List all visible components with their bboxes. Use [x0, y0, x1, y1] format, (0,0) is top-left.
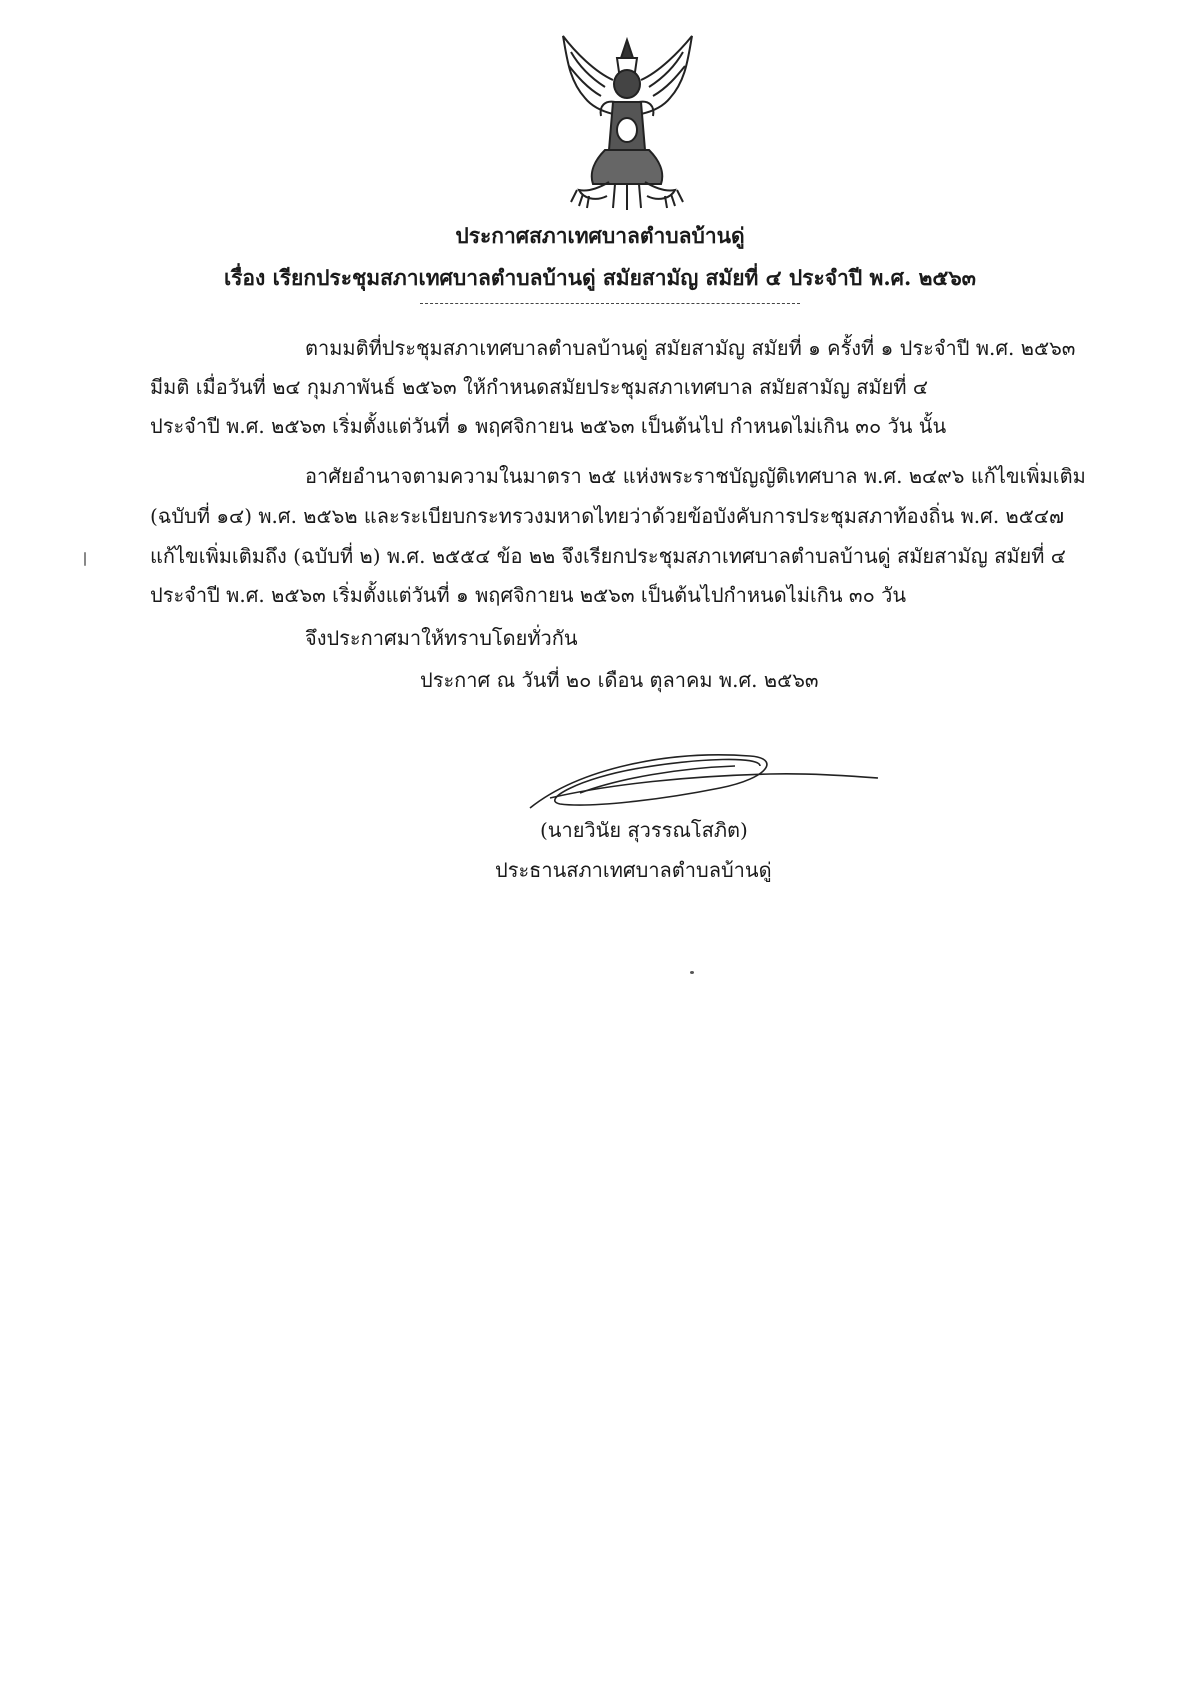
- paragraph1-line: มีมติ เมื่อวันที่ ๒๔ กุมภาพันธ์ ๒๕๖๓ ให้กำหนดสมัยประชุมสภาเทศบาล สมัยสามัญ สมัยที่ ๔: [150, 375, 929, 399]
- scan-speck: [84, 552, 86, 566]
- announcement-date: ประกาศ ณ วันที่ ๒๐ เดือน ตุลาคม พ.ศ. ๒๕๖๓: [420, 668, 819, 692]
- announcement-subject: เรื่อง เรียกประชุมสภาเทศบาลตำบลบ้านดู่ สมัยสามัญ สมัยที่ ๔ ประจำปี พ.ศ. ๒๕๖๓: [223, 265, 977, 290]
- title-divider: [420, 303, 800, 304]
- paragraph1-line: ตามมติที่ประชุมสภาเทศบาลตำบลบ้านดู่ สมัยสามัญ สมัยที่ ๑ ครั้งที่ ๑ ประจำปี พ.ศ. ๒๕๖๓: [305, 336, 1076, 360]
- paragraph1-line: ประจำปี พ.ศ. ๒๕๖๓ เริ่มตั้งแต่วันที่ ๑ พฤศจิกายน ๒๕๖๓ เป็นต้นไป กำหนดไม่เกิน ๓๐ วัน นั้น: [150, 414, 947, 438]
- paragraph2-line: แก้ไขเพิ่มเติมถึง (ฉบับที่ ๒) พ.ศ. ๒๕๕๔ ข้อ ๒๒ จึงเรียกประชุมสภาเทศบาลตำบลบ้านดู่ สมัยสามัญ สมัยที่ ๔: [150, 544, 1066, 568]
- scan-speck: [690, 971, 694, 974]
- closing-statement: จึงประกาศมาให้ทราบโดยทั่วกัน: [305, 626, 578, 650]
- paragraph2-line: อาศัยอำนาจตามความในมาตรา ๒๕ แห่งพระราชบัญญัติเทศบาล พ.ศ. ๒๔๙๖ แก้ไขเพิ่มเติม: [305, 464, 1086, 488]
- paragraph2-line: (ฉบับที่ ๑๔) พ.ศ. ๒๕๖๒ และระเบียบกระทรวงมหาดไทยว่าด้วยข้อบังคับการประชุมสภาท้องถิ่น พ.ศ. ๒๕๔๗: [150, 504, 1065, 528]
- signatory-name: (นายวินัย สุวรรณโสภิต): [540, 818, 748, 842]
- handwritten-signature: [520, 748, 880, 818]
- announcement-title: ประกาศสภาเทศบาลตำบลบ้านดู่: [455, 223, 745, 248]
- signatory-position: ประธานสภาเทศบาลตำบลบ้านดู่: [495, 858, 772, 882]
- paragraph2-line: ประจำปี พ.ศ. ๒๕๖๓ เริ่มตั้งแต่วันที่ ๑ พฤศจิกายน ๒๕๖๓ เป็นต้นไปกำหนดไม่เกิน ๓๐ วัน: [150, 583, 907, 607]
- garuda-emblem-icon: [555, 32, 700, 212]
